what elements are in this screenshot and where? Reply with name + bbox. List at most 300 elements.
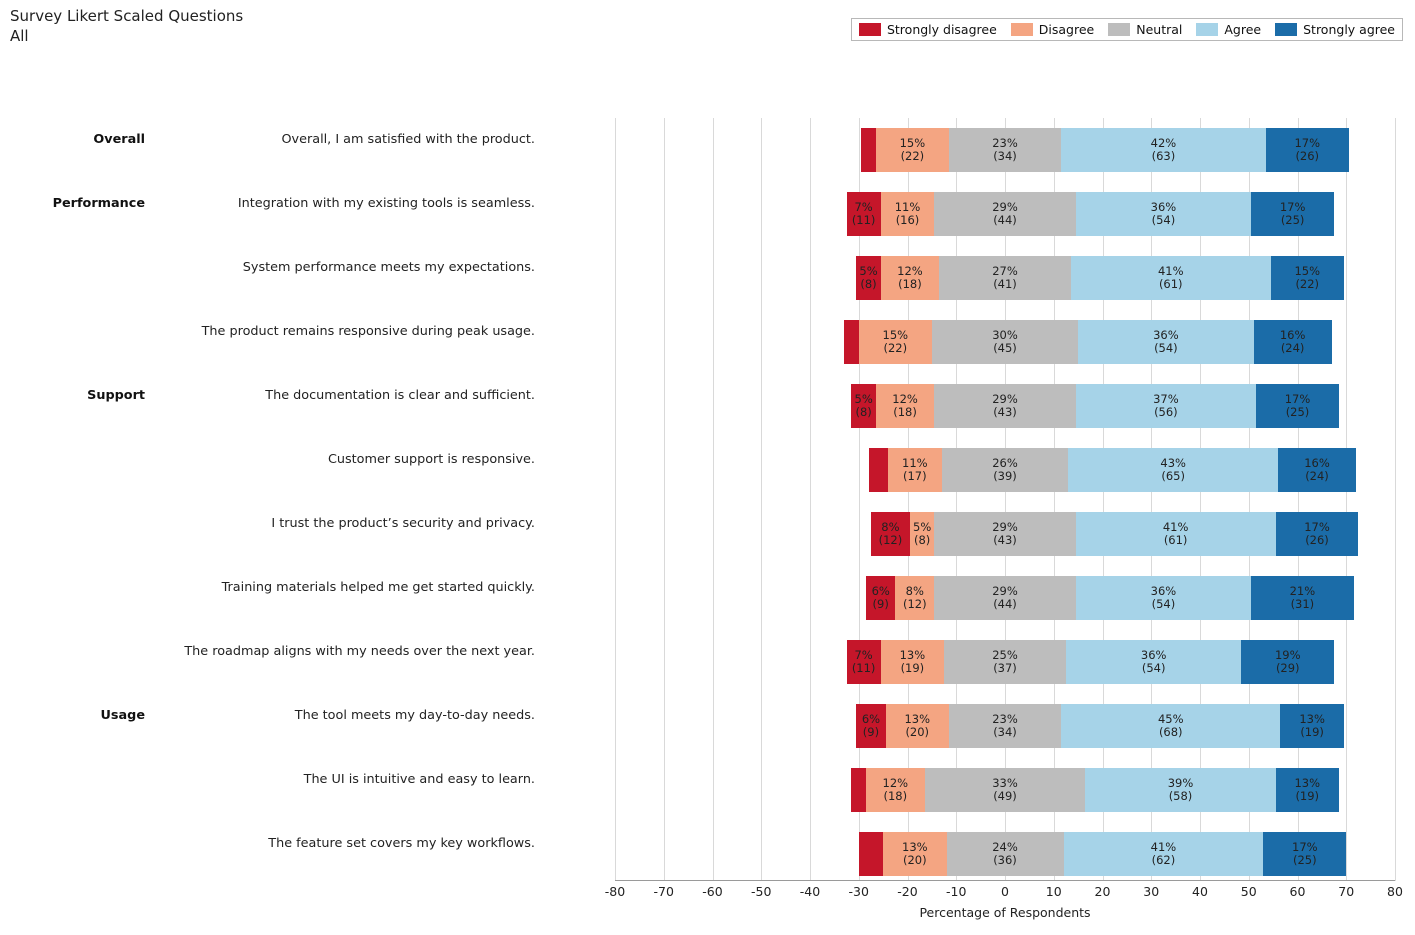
bar-segment-count: (34) [993, 725, 1017, 739]
bar-segment-count: (54) [1151, 597, 1176, 611]
bar-segment-label [883, 777, 909, 803]
bar-segment[interactable] [876, 384, 935, 428]
bar-segment-count: (18) [883, 789, 908, 803]
bar-segment-pct: 7% [854, 648, 873, 662]
bar-row [615, 758, 1395, 822]
bar-segment-pct: 15% [1294, 264, 1321, 278]
bar-segment-count: (19) [1300, 725, 1324, 739]
bar-segment-pct: 13% [1294, 776, 1321, 790]
bar-segment[interactable] [1271, 256, 1344, 300]
bar-segment[interactable] [847, 640, 881, 684]
bar-segment-count: (16) [895, 213, 920, 227]
bar-segment[interactable] [910, 512, 934, 556]
page-title: Survey Likert Scaled Questions [10, 7, 244, 25]
bar-row [615, 182, 1395, 246]
bar-segment-pct: 12% [882, 776, 909, 790]
bar-segment[interactable] [1061, 704, 1280, 748]
bar-segment-count: (45) [993, 341, 1017, 355]
bar-segment-label [1168, 777, 1194, 803]
bar-segment-pct: 45% [1157, 712, 1184, 726]
bar-segment[interactable] [1076, 384, 1256, 428]
bar-segment-count: (49) [993, 789, 1017, 803]
row-label [0, 246, 600, 310]
bar-segment[interactable] [934, 576, 1075, 620]
bar-segment-label [1158, 265, 1184, 291]
bar-segment-label [992, 521, 1018, 547]
bar-segment[interactable] [1280, 704, 1343, 748]
bar-segment[interactable] [944, 640, 1066, 684]
bar-segment-label [902, 841, 928, 867]
bar-segment[interactable] [871, 512, 910, 556]
bar-segment-pct: 5% [913, 520, 932, 534]
bar-segment-label [992, 713, 1018, 739]
bar-segment-label [902, 457, 928, 483]
bar-segment-count: (41) [993, 277, 1017, 291]
bar-row [615, 438, 1395, 502]
bar-segment[interactable] [866, 768, 925, 812]
bar-segment-label [904, 713, 930, 739]
bar-segment-label [1151, 841, 1177, 867]
legend-swatch-icon [1275, 23, 1297, 36]
legend-label: Strongly agree [1303, 22, 1395, 37]
row-question-label: Customer support is responsive. [327, 452, 535, 467]
bar-row [615, 246, 1395, 310]
bar-segment-label [895, 201, 921, 227]
bar-segment-count: (25) [1285, 405, 1310, 419]
x-tick-label: -30 [848, 884, 869, 899]
bar-segment-pct: 23% [992, 712, 1018, 726]
bar-segment-count: (8) [913, 533, 931, 547]
bar-segment[interactable] [1076, 192, 1252, 236]
chart-title-block [10, 6, 243, 46]
bar-segment-pct: 36% [1140, 648, 1167, 662]
bar-segment-label [992, 777, 1018, 803]
bar-segment[interactable] [1085, 768, 1275, 812]
bar-segment-pct: 6% [861, 712, 881, 726]
bar-segment-count: (8) [855, 405, 872, 419]
bar-segment-pct: 15% [899, 136, 926, 150]
bar-segment[interactable] [876, 128, 949, 172]
legend-label: Agree [1224, 22, 1262, 37]
x-tick-label: 60 [1289, 884, 1306, 899]
row-label [0, 438, 600, 502]
bar-segment-pct: 19% [1274, 648, 1301, 662]
bar-segment-count: (68) [1158, 725, 1183, 739]
bar-segment-count: (12) [878, 533, 903, 547]
bar-segment[interactable] [1066, 640, 1242, 684]
legend-swatch-icon [1196, 23, 1218, 36]
bar-row [615, 566, 1395, 630]
bar-segment-label [872, 585, 890, 611]
gridline [1395, 118, 1396, 881]
bar-segment[interactable] [881, 256, 940, 300]
x-axis-ticks [604, 884, 1403, 904]
row-group-label: Usage [100, 708, 145, 723]
bar-segment[interactable] [1251, 576, 1353, 620]
bar-segment[interactable] [859, 320, 932, 364]
bar-segment-pct: 16% [1304, 456, 1330, 470]
bar-segment-pct: 43% [1160, 456, 1186, 470]
bar-segment-count: (19) [900, 661, 925, 675]
x-tick-label: 10 [1045, 884, 1062, 899]
x-tick-label: -60 [702, 884, 723, 899]
bar-segment[interactable] [1276, 512, 1359, 556]
bar-segment[interactable] [942, 448, 1069, 492]
bar-segment-count: (24) [1280, 341, 1305, 355]
bar-segment[interactable] [851, 768, 866, 812]
legend-label: Neutral [1136, 22, 1183, 37]
row-question-label: Integration with my existing tools is seamless. [237, 196, 535, 211]
bar-segment-count: (37) [993, 661, 1017, 675]
bar-segment-count: (54) [1151, 213, 1176, 227]
legend-item[interactable] [1275, 22, 1395, 37]
legend-item[interactable] [1196, 22, 1261, 37]
bar-segment-label [1299, 713, 1325, 739]
bar-segment-label [1294, 265, 1320, 291]
bar-segment[interactable] [934, 192, 1075, 236]
bar-segment-label [1294, 137, 1320, 163]
bar-segment-pct: 39% [1167, 776, 1194, 790]
row-group-label: Performance [52, 196, 145, 211]
row-question-label: The product remains responsive during peak usage. [201, 324, 535, 339]
bar-segment-count: (12) [903, 597, 927, 611]
bar-segment-label [892, 393, 918, 419]
legend-swatch-icon [1011, 23, 1033, 36]
bar-segment-pct: 17% [1279, 200, 1306, 214]
x-tick-label: 0 [1001, 884, 1009, 899]
bar-segment-count: (43) [993, 405, 1017, 419]
bar-segment-label [855, 393, 873, 419]
bar-segment[interactable] [947, 832, 1064, 876]
row-label [0, 822, 600, 886]
bar-segment[interactable] [1076, 576, 1252, 620]
bar-segment-pct: 29% [992, 392, 1018, 406]
bar-segment[interactable] [1263, 832, 1346, 876]
bar-segment[interactable] [895, 576, 934, 620]
bar-segment-pct: 29% [992, 520, 1018, 534]
bar-segment-label [992, 137, 1018, 163]
bar-segment-count: (39) [993, 469, 1017, 483]
x-tick-label: -20 [897, 884, 918, 899]
bar-segment-pct: 13% [899, 648, 926, 662]
bar-segment-pct: 36% [1150, 200, 1177, 214]
bar-segment-pct: 24% [992, 840, 1018, 854]
bar-segment-label [992, 457, 1018, 483]
bar-segment-label [900, 137, 926, 163]
bar-segment[interactable] [934, 384, 1075, 428]
bar-segment-count: (31) [1290, 597, 1315, 611]
bar-segment[interactable] [1078, 320, 1254, 364]
bar-segment-count: (58) [1168, 789, 1193, 803]
bar-segment-count: (43) [993, 533, 1017, 547]
bar-segment-count: (22) [883, 341, 908, 355]
bar-segment-pct: 15% [882, 328, 909, 342]
bar-segment-label [883, 329, 909, 355]
bar-segment-pct: 25% [992, 648, 1018, 662]
bar-segment[interactable] [888, 448, 942, 492]
bar-segment-count: (25) [1293, 853, 1317, 867]
bar-segment[interactable] [1061, 128, 1266, 172]
bar-segment-label [1280, 201, 1306, 227]
bar-segment[interactable] [847, 192, 881, 236]
legend-item[interactable] [859, 22, 997, 37]
bar-segment[interactable] [1241, 640, 1334, 684]
bar-segment-count: (9) [872, 597, 889, 611]
x-tick-label: -40 [799, 884, 821, 899]
bar-segment-pct: 41% [1150, 840, 1177, 854]
bar-segment[interactable] [881, 640, 944, 684]
bar-segment-pct: 17% [1294, 136, 1321, 150]
bar-row [615, 310, 1395, 374]
legend-label: Disagree [1038, 22, 1095, 37]
bar-segment[interactable] [1254, 320, 1332, 364]
bar-segment-count: (24) [1305, 469, 1329, 483]
bar-segment-label [1151, 201, 1177, 227]
plot-area [615, 118, 1395, 881]
bar-segment-label [879, 521, 903, 547]
bar-segment-label [859, 265, 877, 291]
x-tick-label: -80 [604, 884, 626, 899]
legend-item[interactable] [1011, 22, 1094, 37]
row-question-label: Overall, I am satisfied with the product. [281, 132, 535, 147]
bar-segment-pct: 17% [1292, 840, 1318, 854]
bar-segment-label [1153, 329, 1179, 355]
x-tick-label: -50 [751, 884, 772, 899]
bar-segment-count: (61) [1158, 277, 1183, 291]
bar-segment-pct: 27% [992, 264, 1018, 278]
bar-segment-pct: 11% [902, 456, 928, 470]
bar-segment[interactable] [1064, 832, 1264, 876]
bar-row [615, 374, 1395, 438]
bar-segment-count: (29) [1275, 661, 1300, 675]
bar-segment[interactable] [1068, 448, 1278, 492]
row-group-label: Support [87, 388, 145, 403]
bar-segment-pct: 8% [905, 584, 924, 598]
row-question-label: I trust the product’s security and privacy. [271, 516, 535, 531]
bar-segment-count: (26) [1295, 149, 1320, 163]
bar-segment-count: (11) [851, 213, 876, 227]
bar-segment-pct: 23% [992, 136, 1018, 150]
bar-segment-pct: 41% [1162, 520, 1189, 534]
bar-segment[interactable] [934, 512, 1075, 556]
bar-segment[interactable] [925, 768, 1086, 812]
bar-segment-label [1285, 393, 1311, 419]
bar-segment-label [992, 329, 1018, 355]
row-label [0, 374, 600, 438]
bar-segment[interactable] [939, 256, 1071, 300]
bar-segment-label [862, 713, 880, 739]
bar-segment-label [913, 521, 931, 547]
bar-segment-count: (26) [1305, 533, 1329, 547]
bar-segment-pct: 12% [892, 392, 918, 406]
bar-segment[interactable] [869, 448, 889, 492]
row-question-label: The documentation is clear and sufficient. [265, 388, 535, 403]
bar-segment-count: (65) [1161, 469, 1185, 483]
legend-swatch-icon [859, 23, 881, 36]
bar-segment-pct: 42% [1150, 136, 1177, 150]
bar-row [615, 694, 1395, 758]
bar-segment-label [1304, 521, 1330, 547]
bar-segment[interactable] [851, 384, 875, 428]
x-axis-label: Percentage of Respondents [919, 905, 1091, 920]
row-label [0, 310, 600, 374]
bar-segment-pct: 17% [1284, 392, 1311, 406]
bar-segment-pct: 36% [1153, 328, 1179, 342]
bar-segment-pct: 8% [881, 520, 900, 534]
bar-segment-label [852, 201, 876, 227]
bar-segment[interactable] [1266, 128, 1349, 172]
bar-segment-label [1290, 585, 1316, 611]
bar-segment[interactable] [866, 576, 895, 620]
x-tick-label: -10 [946, 884, 967, 899]
bar-segment-pct: 6% [871, 584, 890, 598]
bar-segment[interactable] [1251, 192, 1334, 236]
bar-row [615, 502, 1395, 566]
x-tick-label: 20 [1094, 884, 1111, 899]
bar-segment[interactable] [932, 320, 1078, 364]
bar-segment-count: (9) [862, 725, 880, 739]
bar-row [615, 822, 1395, 886]
bar-segment[interactable] [1076, 512, 1276, 556]
bar-segment-pct: 26% [992, 456, 1018, 470]
bar-segment[interactable] [886, 704, 949, 748]
bar-segment-label [1151, 585, 1177, 611]
bar-segment-count: (54) [1141, 661, 1166, 675]
row-question-label: System performance meets my expectations. [242, 260, 535, 275]
bar-segment-count: (25) [1280, 213, 1305, 227]
bar-segment-pct: 5% [859, 264, 878, 278]
row-group-label: Overall [93, 132, 145, 147]
bar-segment[interactable] [1071, 256, 1271, 300]
bar-segment-label [992, 649, 1018, 675]
row-label [0, 758, 600, 822]
bar-segment-label [1275, 649, 1301, 675]
bar-row [615, 630, 1395, 694]
bar-segment[interactable] [856, 256, 880, 300]
bar-segment[interactable] [861, 128, 876, 172]
bar-segment-label [992, 265, 1018, 291]
bar-segment[interactable] [881, 192, 935, 236]
legend-item[interactable] [1108, 22, 1182, 37]
legend [851, 18, 1403, 41]
bar-segment-label [992, 393, 1018, 419]
bar-segment[interactable] [844, 320, 859, 364]
bar-segment-pct: 13% [1299, 712, 1325, 726]
row-question-label: The feature set covers my key workflows. [268, 836, 535, 851]
bar-segment-pct: 5% [854, 392, 873, 406]
bar-segment-pct: 13% [904, 712, 931, 726]
bar-segment-label [1304, 457, 1330, 483]
row-question-label: Training materials helped me get started quickly. [221, 580, 535, 595]
bar-segment-pct: 29% [992, 584, 1018, 598]
bar-segment-pct: 13% [902, 840, 928, 854]
bar-segment-count: (20) [905, 725, 930, 739]
bar-segment-label [992, 841, 1018, 867]
bar-segment-count: (44) [993, 597, 1017, 611]
bar-segment-pct: 36% [1150, 584, 1177, 598]
bar-segment-pct: 12% [897, 264, 923, 278]
row-label [0, 630, 600, 694]
bar-segment-count: (19) [1295, 789, 1320, 803]
bar-segment-label [903, 585, 927, 611]
bar-segment-pct: 29% [992, 200, 1018, 214]
bar-segment-label [1141, 649, 1167, 675]
bar-segment-label [992, 201, 1018, 227]
row-label [0, 182, 600, 246]
bar-segment-count: (62) [1151, 853, 1176, 867]
bar-segment-count: (54) [1154, 341, 1178, 355]
row-label [0, 694, 600, 758]
bar-segment[interactable] [1278, 448, 1356, 492]
bar-segment-label [1153, 393, 1179, 419]
bar-segment[interactable] [1276, 768, 1339, 812]
bar-segment-count: (18) [898, 277, 922, 291]
legend-swatch-icon [1108, 23, 1130, 36]
row-question-label: The roadmap aligns with my needs over the next year. [184, 644, 535, 659]
row-label [0, 566, 600, 630]
bar-segment-label [897, 265, 923, 291]
bar-row [615, 118, 1395, 182]
row-question-label: The tool meets my day-to-day needs. [294, 708, 535, 723]
bar-segment[interactable] [949, 704, 1061, 748]
bar-segment-pct: 30% [992, 328, 1018, 342]
bar-segment-label [1151, 137, 1177, 163]
x-tick-label: -70 [653, 884, 674, 899]
row-label [0, 502, 600, 566]
legend-label: Strongly disagree [886, 22, 997, 37]
bar-segment-pct: 17% [1304, 520, 1330, 534]
bar-segment-count: (34) [993, 149, 1017, 163]
page-subtitle: All [10, 27, 29, 45]
bar-segment-pct: 21% [1289, 584, 1316, 598]
bar-segment-label [1163, 521, 1189, 547]
bar-segment-count: (8) [860, 277, 877, 291]
bar-segment-label [852, 649, 876, 675]
bar-segment-count: (20) [903, 853, 927, 867]
bar-segment-pct: 11% [894, 200, 921, 214]
bar-segment[interactable] [1256, 384, 1339, 428]
bar-segment-label [1294, 777, 1320, 803]
bar-segment-count: (22) [900, 149, 925, 163]
bar-segment-count: (61) [1163, 533, 1188, 547]
bar-segment[interactable] [856, 704, 885, 748]
bar-segment-count: (18) [893, 405, 917, 419]
bar-segment-label [1160, 457, 1186, 483]
bar-segment[interactable] [949, 128, 1061, 172]
bar-segment-count: (22) [1295, 277, 1320, 291]
bar-segment-count: (17) [903, 469, 927, 483]
row-label-column [0, 118, 600, 881]
bar-segment-pct: 7% [854, 200, 873, 214]
bar-segment-label [1280, 329, 1306, 355]
x-tick-label: 50 [1240, 884, 1257, 899]
bar-segment-label [1292, 841, 1318, 867]
bar-segment[interactable] [883, 832, 946, 876]
x-tick-label: 80 [1387, 884, 1403, 899]
bar-segment-count: (36) [993, 853, 1017, 867]
x-tick-label: 40 [1192, 884, 1208, 899]
x-tick-label: 70 [1338, 884, 1355, 899]
bar-segment[interactable] [859, 832, 883, 876]
bar-segment-label [992, 585, 1018, 611]
bar-segment-count: (11) [851, 661, 876, 675]
bar-segment-pct: 16% [1279, 328, 1306, 342]
bar-segment-pct: 41% [1157, 264, 1184, 278]
bar-segment-label [900, 649, 926, 675]
bar-segment-pct: 33% [992, 776, 1018, 790]
x-tick-label: 30 [1143, 884, 1160, 899]
row-question-label: The UI is intuitive and easy to learn. [303, 772, 535, 787]
